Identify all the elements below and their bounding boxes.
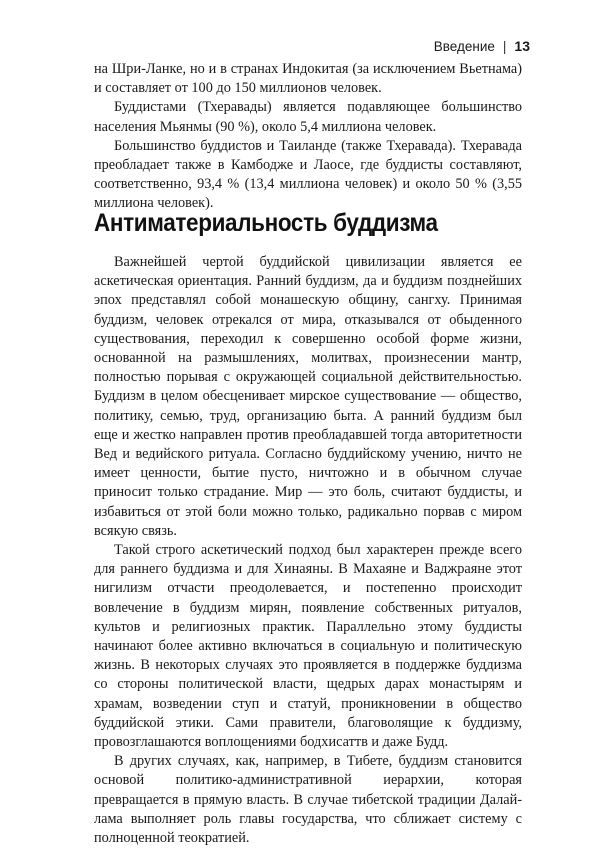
- paragraph: В других случаях, как, например, в Тибете, буддизм становится основой политико-административной иерархии, которая превращается в прямую власть. В случае тибетской традиции Далай-лама выполняет роль главы государства, что сближает систему с полноценной теократией.: [94, 753, 522, 847]
- section-title: Введение: [433, 38, 495, 54]
- section-heading: Антиматериальность буддизма: [94, 209, 438, 237]
- paragraph: Важнейшей чертой буддийской цивилизации является ее аскетическая ориентация. Ранний буддизм, да и буддизм позднейших эпох представлял собой монашескую общину, сангху. Принимая буддизм, человек отрекался от мира, отказывался от обыденного существования, переходил к совершенно особой форме жизни, основанной на размышлениях, молитвах, произнесении мантр, полностью порывая с окружающей социальной действительностью. Буддизм в целом обесценивает мирское существование — общество, политику, семью, труд, организацию быта. А ранний буддизм был еще и жестко направлен против преобладавшей тогда авторитетности Вед и ведийского ритуала. Согласно буддийскому учению, ничто не имеет ценности, бытие пусто, ничтожно и в обычном случае приносит только страдание. Мир — это боль, считают буддисты, и избавиться от этой боли можно только, радикально порвав с миром всякую связь.: [94, 254, 522, 539]
- paragraph: Буддистами (Тхеравады) является подавляющее большинство населения Мьянмы (90 %), около 5,4 миллиона человек.: [94, 99, 522, 135]
- section-text-block: [94, 253, 522, 848]
- paragraph-continued: на Шри-Ланке, но и в странах Индокитая (за исключением Вьетнама) и составляет от 100 до 150 миллионов человек.: [94, 61, 522, 97]
- header-separator: |: [502, 38, 507, 54]
- paragraph: Такой строго аскетический подход был характерен прежде всего для раннего буддизма и для Хинаяны. В Махаяне и Ваджраяне этот нигилизм отчасти преодолевается, и постепенно происходит вовлечение в буддизм мирян, появление собственных ритуалов, культов и религиозных практик. Параллельно этому буддисты начинают более активно включаться в социальную и политическую жизнь. В некоторых случаях это проявляется в поддержке буддизма со стороны политической власти, щедрых дарах монастырям и храмам, возведении ступ и статуй, проникновении в общество буддийской этики. Сами правители, благоволящие к буддизму, провозглашаются воплощениями бодхисаттв и даже Будд.: [94, 542, 522, 751]
- page-number: 13: [514, 38, 530, 54]
- paragraph: Большинство буддистов и Таиланде (также Тхеравада). Тхеравада преобладает также в Камбодже и Лаосе, где буддисты составляют, соответственно, 93,4 % (13,4 миллиона человек) и около 50 % (3,55 миллиона человек).: [94, 137, 522, 212]
- running-header: [434, 38, 530, 54]
- intro-text-block: [94, 60, 522, 214]
